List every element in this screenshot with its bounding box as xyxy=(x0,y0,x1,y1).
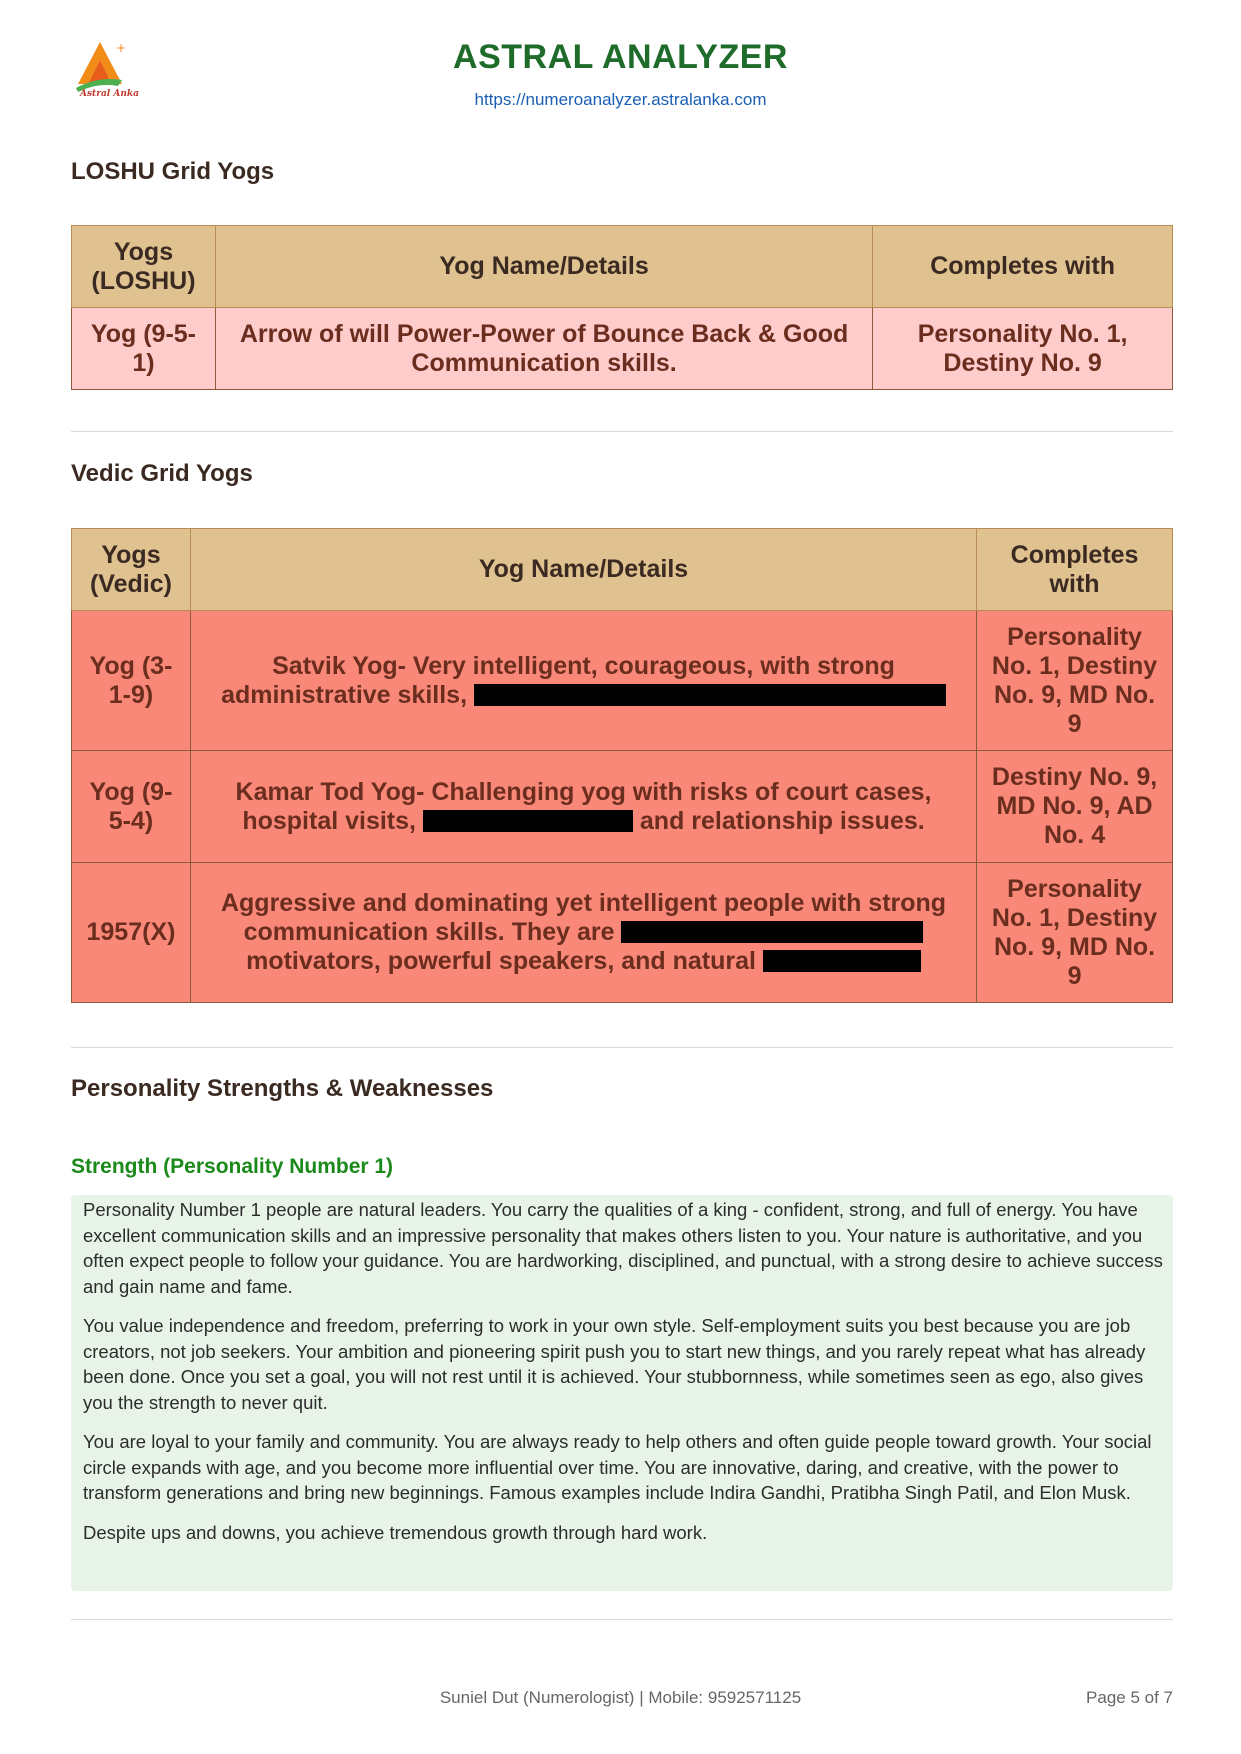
personality-section-title: Personality Strengths & Weaknesses xyxy=(71,1075,494,1102)
strength-paragraph: You value independence and freedom, preferring to work in your own style. Self-employment suits you best because you are job creators, not job seekers. Your ambition and pioneering spirit push you to start new things, and you rarely repeat what has already been done. Once you set a goal, you will not rest until it is achieved. Your stubbornness, while sometimes seen as ego, also gives you the strength to never quit. xyxy=(83,1315,1146,1413)
site-url-link[interactable]: https://numeroanalyzer.astralanka.com xyxy=(474,90,767,109)
column-header-yogs: Yogs (LOSHU) xyxy=(72,226,216,308)
yog-details-cell xyxy=(190,863,976,1003)
yog-cell: 1957(X) xyxy=(72,863,191,1003)
table-row xyxy=(72,611,1173,751)
column-header-details: Yog Name/Details xyxy=(190,529,976,611)
divider xyxy=(71,431,1173,432)
svg-text:+: + xyxy=(116,41,127,55)
svg-text:Astral Anka: Astral Anka xyxy=(80,89,139,99)
divider xyxy=(71,1047,1173,1048)
site-title: ASTRAL ANALYZER xyxy=(453,38,788,76)
yog-details-text: Satvik Yog- Very intelligent, courageous, with strong administrative skills, xyxy=(221,651,895,709)
yog-cell: Yog (9-5-1) xyxy=(72,308,216,390)
yog-cell: Yog (3-1-9) xyxy=(72,611,191,751)
yog-details-cell xyxy=(190,751,976,863)
strength-paragraph: You are loyal to your family and community. You are always ready to help others and often guide people toward growth. Your social circle expands with age, and you become more influential over time. You are innovative, daring, and creative, with the power to transform generations and bring new beginnings. Famous examples include Indira Gandhi, Pratibha Singh Patil, and Elon Musk. xyxy=(83,1431,1152,1503)
redacted-block xyxy=(423,810,633,832)
completes-cell: Destiny No. 9, MD No. 9, AD No. 4 xyxy=(977,751,1173,863)
yog-details-cell xyxy=(190,611,976,751)
divider xyxy=(71,1619,1173,1620)
vedic-yog-table xyxy=(71,528,1173,1003)
table-row xyxy=(72,863,1173,1003)
column-header-completes: Completes with xyxy=(873,226,1173,308)
column-header-details: Yog Name/Details xyxy=(215,226,872,308)
column-header-yogs: Yogs (Vedic) xyxy=(72,529,191,611)
page-number: Page 5 of 7 xyxy=(1086,1688,1173,1707)
yog-details-cell: Arrow of will Power-Power of Bounce Back & Good Communication skills. xyxy=(215,308,872,390)
strength-subtitle: Strength (Personality Number 1) xyxy=(71,1155,394,1178)
strength-paragraph: Personality Number 1 people are natural leaders. You carry the qualities of a king - confident, strong, and full of energy. You have excellent communication skills and an impressive personality that makes others listen to you. Your nature is authoritative, and you often expect people to follow your guidance. You are hardworking, disciplined, and punctual, with a strong desire to achieve success and gain name and fame. xyxy=(83,1199,1163,1297)
strength-paragraph: Despite ups and downs, you achieve tremendous growth through hard work. xyxy=(83,1521,708,1543)
table-row xyxy=(72,308,1173,390)
vedic-section-title: Vedic Grid Yogs xyxy=(71,460,253,487)
completes-cell: Personality No. 1, Destiny No. 9, MD No. 9 xyxy=(977,863,1173,1003)
yog-details-text-cont: and relationship issues. xyxy=(639,806,925,835)
yog-details-text: Kamar Tod Yog- Challenging yog with risks of court cases, hospital visits, xyxy=(235,777,932,835)
redacted-block xyxy=(474,684,946,706)
completes-cell: Personality No. 1, Destiny No. 9, MD No. 9 xyxy=(977,611,1173,751)
completes-cell: Personality No. 1, Destiny No. 9 xyxy=(873,308,1173,390)
redacted-block xyxy=(763,950,921,972)
column-header-completes: Completes with xyxy=(977,529,1173,611)
yog-details-text: Aggressive and dominating yet intelligent people with strong communication skills. They are xyxy=(220,889,947,946)
table-row xyxy=(72,751,1173,863)
loshu-section-title: LOSHU Grid Yogs xyxy=(71,158,275,185)
yog-details-text-cont: motivators, powerful speakers, and natural xyxy=(246,947,756,975)
footer-author: Suniel Dut (Numerologist) | Mobile: 9592571125 xyxy=(439,1688,802,1707)
strength-description-box xyxy=(71,1195,1173,1591)
redacted-block xyxy=(621,921,923,943)
yog-cell: Yog (9-5-4) xyxy=(72,751,191,863)
loshu-yog-table xyxy=(71,225,1173,390)
